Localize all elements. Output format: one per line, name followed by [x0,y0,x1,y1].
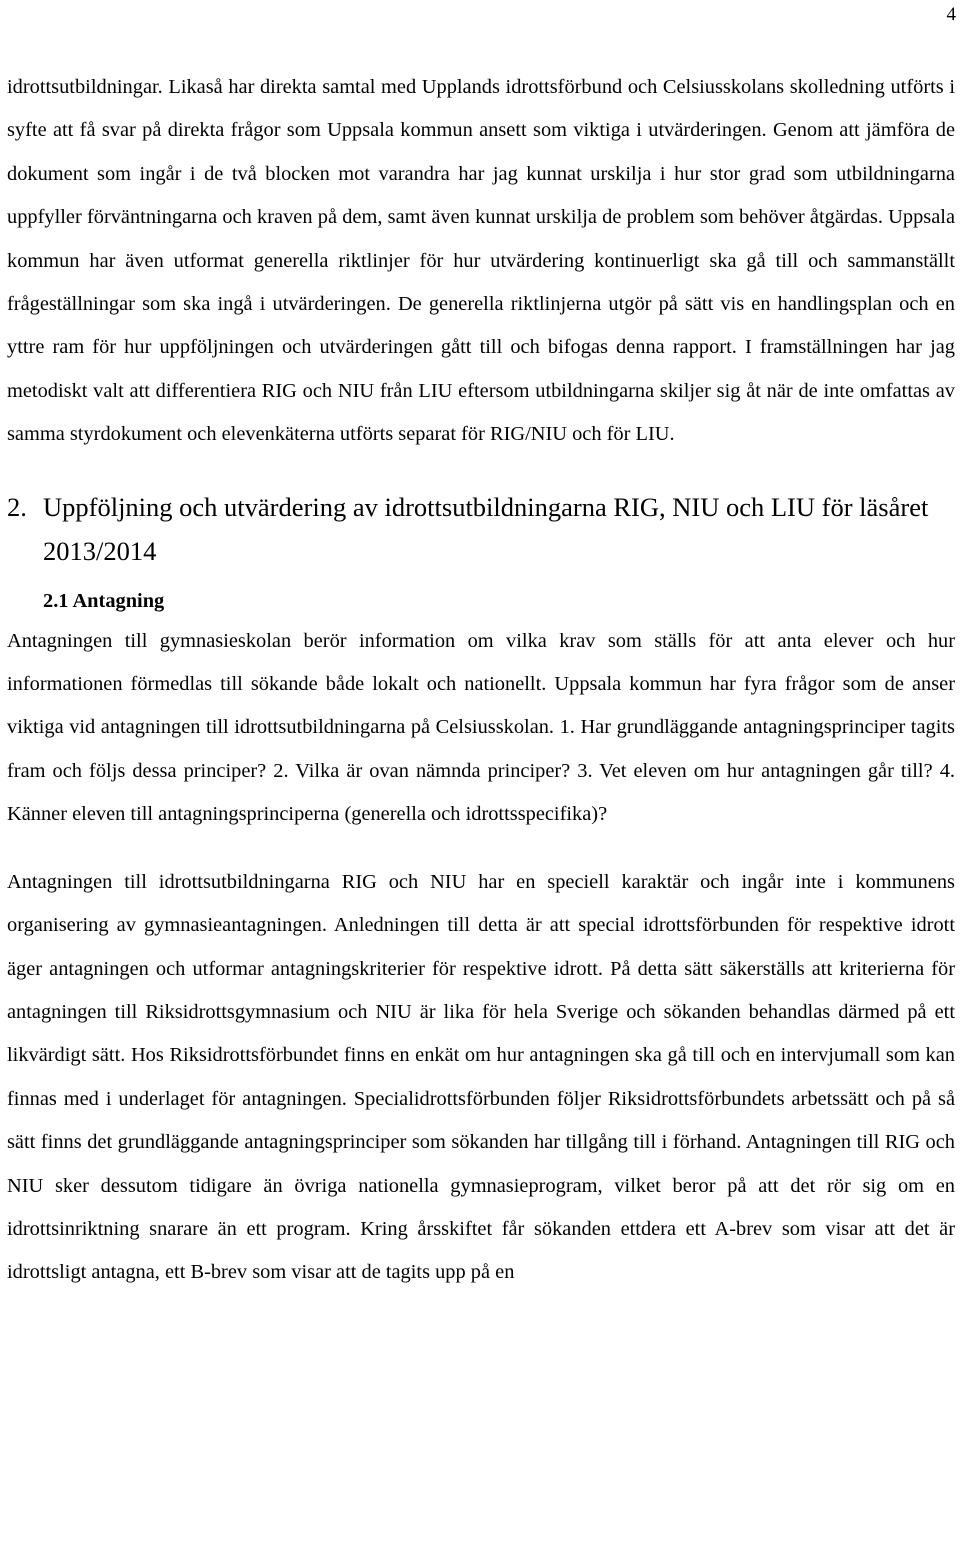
antagning-paragraph-1: Antagningen till gymnasieskolan berör information om vilka krav som ställs för att anta elever och hur informationen förmedlas till sökande både lokalt och nationellt. Uppsala kommun har fyra frågor som de anser viktiga vid antagningen till idrottsutbildningarna på Celsiusskolan. 1. Har grundläggande antagningsprinciper tagits fram och följs dessa principer? 2. Vilka är ovan nämnda principer? 3. Vet eleven om hur antagningen går till? 4. Känner eleven till antagningsprinciperna (generella och idrottsspecifika)? [7,629,955,826]
spacer [7,573,955,588]
section-heading [7,485,955,573]
page-number: 4 [946,4,956,25]
subsection-heading: 2.1 Antagning [43,589,165,612]
antagning-paragraph-2: Antagningen till idrottsutbildningarna RIG och NIU har en speciell karaktär och ingår inte i kommunens organisering av gymnasieantagningen. Anledningen till detta är att special idrottsförbunden för respektive idrott äger antagningen och utformar antagningskriterier för respektive idrott. På detta sätt säkerställs att kriterierna för antagningen till Riksidrottsgymnasium och NIU är lika för hela Sverige och sökanden behandlas därmed på ett likvärdigt sätt. Hos Riksidrottsförbundet finns en enkät om hur antagningen ska gå till och en intervjumall som kan finnas med i underlaget för antagningen. Specialidrottsförbunden följer Riksidrottsförbundets arbetssätt och på så sätt finns det grundläggande antagningsprinciper som sökanden har tillgång till i förhand. Antagningen till RIG och NIU sker dessutom tidigare än övriga nationella gymnasieprogram, vilket beror på att det rör sig om en idrottsinriktning snarare än ett program. Kring årsskiftet får sökanden ettdera ett A-brev som visar att det är idrottsligt antagna, ett B-brev som visar att de tagits upp på en [7,870,955,1284]
spacer [7,457,955,485]
section-title: Uppföljning och utvärdering av idrottsutbildningarna RIG, NIU och LIU för läsåret 2013/2014 [43,491,929,566]
spacer [7,837,955,861]
intro-paragraph: idrottsutbildningar. Likaså har direkta samtal med Upplands idrottsförbund och Celsiusskolans skolledning utförts i syfte att få svar på direkta frågor som Uppsala kommun ansett som viktiga i utvärderingen. Genom att jämföra de dokument som ingår i de två blocken mot varandra har jag kunnat urskilja i hur stor grad som utbildningarna uppfyller förväntningarna och kraven på dem, samt även kunnat urskilja de problem som behöver åtgärdas. Uppsala kommun har även utformat generella riktlinjer för hur utvärdering kontinuerligt ska gå till och sammanställt frågeställningar som ska ingå i utvärderingen. De generella riktlinjerna utgör på sätt vis en handlingsplan och en yttre ram för hur uppföljningen och utvärderingen gått till och bifogas denna rapport. I framställningen har jag metodiskt valt att differentiera RIG och NIU från LIU eftersom utbildningarna skiljer sig åt när de inte omfattas av samma styrdokument och elevenkäterna utförts separat för RIG/NIU och för LIU. [7,76,955,446]
section-number: 2. [7,491,27,522]
document-body [7,66,955,1295]
